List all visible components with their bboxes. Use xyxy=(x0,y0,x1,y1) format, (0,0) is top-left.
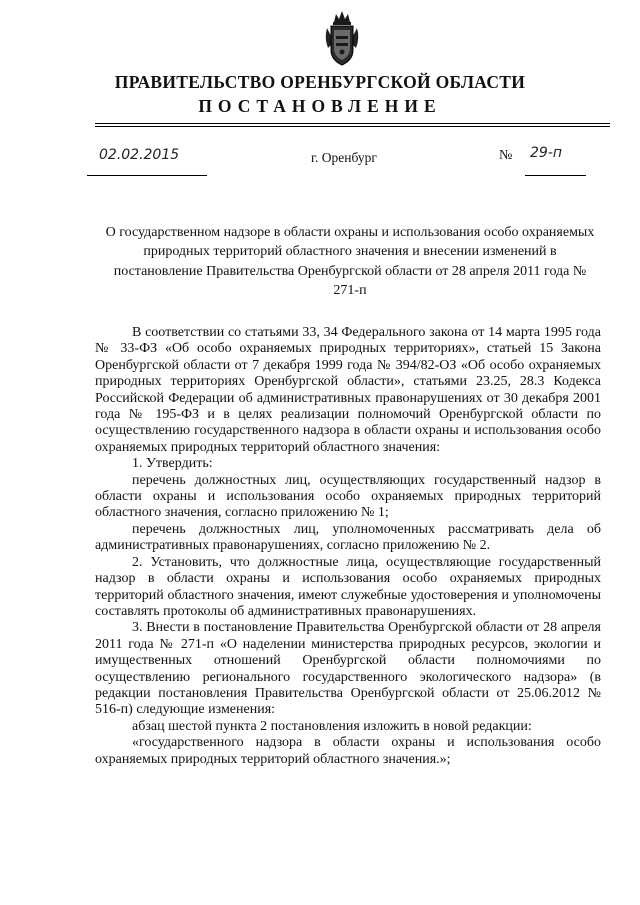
header-rule-top xyxy=(95,123,610,124)
preamble-paragraph: В соответствии со статьями 33, 34 Федерального закона от 14 марта 1995 года № 33-ФЗ «Об особо охраняемых природных территориях», статьей 15 Закона Оренбургской области от 7 декабря 1999 года № 394/82-ОЗ «Об особо охраняемых природных территориях Оренбургской области», статьями 23.25, 28.3 Кодекса Российской Федерации об административных правонарушениях от 30 декабря 2001 года № 195-ФЗ и в целях реализации полномочий Оренбургской области по осуществлению государственного надзора в области охраны и использования особо охраняемых природных территорий областного значения: xyxy=(95,325,601,455)
clause-3-quote: «государственного надзора в области охраны и использования особо охраняемых природных территорий областного значения.»; xyxy=(95,735,601,767)
document-body xyxy=(95,325,601,768)
clause-1: 1. Утвердить: xyxy=(132,456,213,472)
header-rule-bottom xyxy=(95,126,610,127)
document-type-title: ПОСТАНОВЛЕНИЕ xyxy=(198,96,442,116)
document-city: г. Оренбург xyxy=(311,150,377,165)
clause-2: 2. Установить, что должностные лица, осуществляющие государственный надзор в области охраны и использования особо охраняемых природных территорий областного значения, имеют служебные удостоверения и уполномочены составлять протоколы об административных правонарушениях. xyxy=(95,554,601,619)
government-title: ПРАВИТЕЛЬСТВО ОРЕНБУРГСКОЙ ОБЛАСТИ xyxy=(114,72,526,92)
clause-3-item-1: абзац шестой пункта 2 постановления изложить в новой редакции: xyxy=(132,718,532,734)
clause-3: 3. Внести в постановление Правительства Оренбургской области от 28 апреля 2011 года № 271-п «О наделении министерства природных ресурсов, экологии и имущественных отношений Оренбургской области полномочиями по осуществлению регионального государственного экологического надзора» (в редакции постановления Правительства Оренбургской области от 25.06.2012 № 516-п) следующие изменения: xyxy=(95,620,601,718)
clause-1-item-1: перечень должностных лиц, осуществляющих государственный надзор в области охраны и использования особо охраняемых природных территорий областного значения, согласно приложению № 1; xyxy=(95,472,601,521)
document-number: 29-п xyxy=(530,145,563,161)
number-sign: № xyxy=(499,148,513,163)
coat-of-arms-icon xyxy=(324,8,360,68)
clause-1-item-2: перечень должностных лиц, уполномоченных рассматривать дела об административных правонарушениях, согласно приложению № 2. xyxy=(95,521,601,554)
document-date: 02.02.2015 xyxy=(99,147,180,163)
document-subject: О государственном надзоре в области охраны и использования особо охраняемых природных территорий областного значения и внесении изменений в постановление Правительства Оренбургской области от 28 апреля 2011 года № 271-п xyxy=(105,225,595,298)
